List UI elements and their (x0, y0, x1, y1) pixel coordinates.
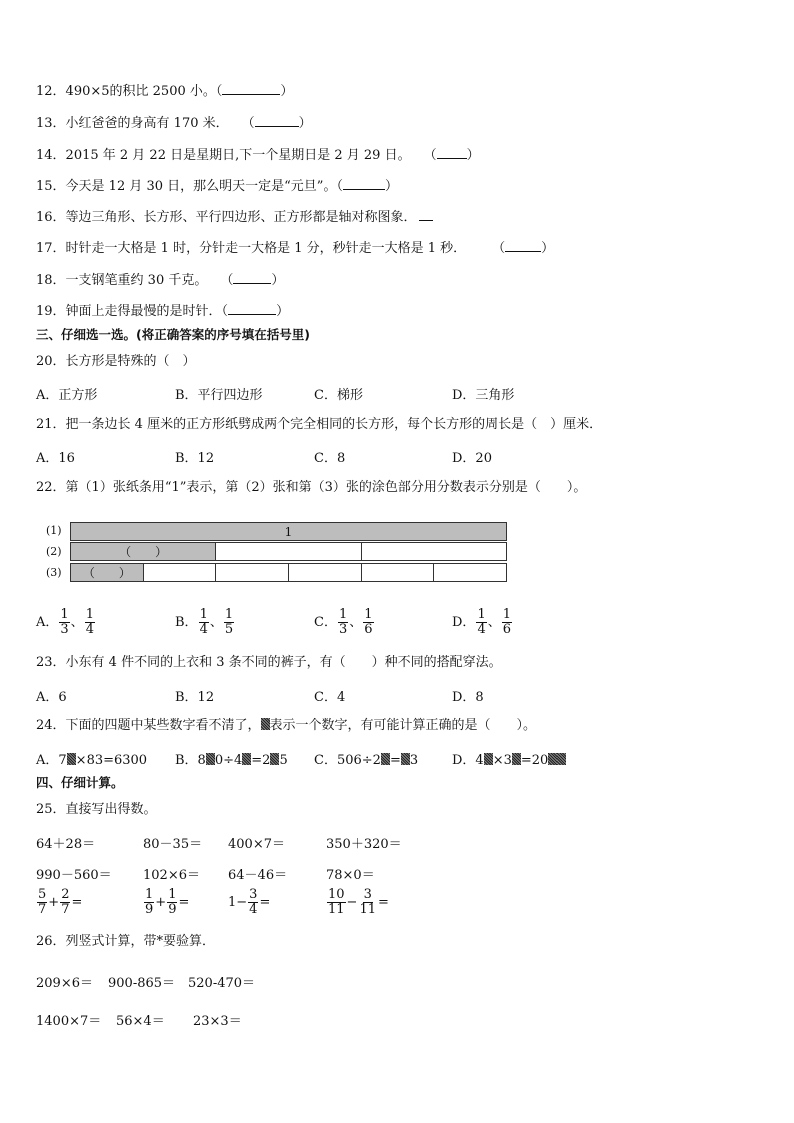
fraction: $\frac{1}{4}$ (85, 607, 94, 637)
question-20: 20．长方形是特殊的（ ） (36, 354, 196, 369)
calc-item: 102×6＝ (143, 868, 200, 883)
obscured-digit-icon (67, 753, 76, 765)
fraction-calc: $\frac{10}{11}$ − $\frac{3}{11}$ = (328, 887, 389, 917)
question-19: 19．钟面上走得最慢的是时针．（ ） (36, 304, 290, 319)
fraction: $\frac{1}{6}$ (364, 607, 373, 637)
fraction-calc: $\frac{1}{9}$ + $\frac{1}{9}$ = (145, 887, 190, 917)
option-c[interactable]: C．梯形 (314, 388, 363, 403)
fraction-calc: 1− $\frac{3}{4}$ = (228, 887, 271, 917)
answer-blank[interactable] (233, 271, 271, 284)
obscured-digit-icon (242, 753, 251, 765)
option-d[interactable]: D．20 (452, 451, 492, 466)
question-18: 18．一支钢笔重约 30 千克。 （ ） (36, 273, 285, 288)
calc-item: 1400×7＝ (36, 1014, 102, 1029)
obscured-digit-icon (381, 753, 390, 765)
option-b[interactable]: B．12 (175, 690, 215, 705)
calc-item: 990－560＝ (36, 868, 112, 883)
question-24: 24．下面的四题中某些数字看不清了， 表示一个数字，有可能计算正确的是（ ）。 (36, 718, 537, 733)
obscured-digit-icon (261, 718, 270, 730)
question-13: 13．小红爸爸的身高有 170 米． （ ） (36, 116, 312, 131)
strip-3-cell (288, 564, 361, 582)
answer-blank[interactable] (228, 302, 276, 315)
calc-item: 78×0＝ (326, 868, 375, 883)
option-d[interactable]: D． $\frac{1}{4}$ 、 $\frac{1}{6}$ (452, 607, 512, 637)
calc-item: 400×7＝ (228, 837, 285, 852)
question-26: 26．列竖式计算，带*要验算． (36, 934, 216, 949)
strip-label-2: (2) (46, 545, 62, 558)
calc-item: 900-865＝ (108, 976, 176, 991)
calc-item: 64＋28＝ (36, 837, 96, 852)
section-heading-3: 三、仔细选一选。(将正确答案的序号填在括号里) (36, 327, 310, 342)
option-b[interactable]: B．8 0÷4 =2 5 (175, 753, 288, 768)
strip-3-cell (216, 564, 289, 582)
strip-3-cell (143, 564, 216, 582)
calc-item: 80－35＝ (143, 837, 203, 852)
strip-label-1: (1) (46, 524, 62, 537)
strip-label-3: (3) (46, 566, 62, 579)
section-heading-4: 四、仔细计算。 (36, 775, 124, 790)
calc-item: 23×3＝ (193, 1014, 242, 1029)
strip-1-cell: 1 (71, 523, 507, 541)
strip-1 (70, 522, 507, 541)
strip-2-cell (216, 543, 361, 561)
option-a[interactable]: A． $\frac{1}{3}$ 、 $\frac{1}{4}$ (36, 607, 94, 637)
question-21: 21．把一条边长 4 厘米的正方形纸劈成两个完全相同的长方形，每个长方形的周长是（ ）厘米． (36, 417, 603, 432)
option-a[interactable]: A．6 (36, 690, 67, 705)
answer-blank[interactable] (222, 82, 280, 95)
option-a[interactable]: A．7 ×83=6300 (36, 753, 148, 768)
strip-2 (70, 542, 507, 561)
answer-blank[interactable] (343, 177, 385, 190)
option-b[interactable]: B． $\frac{1}{4}$ 、 $\frac{1}{5}$ (175, 607, 234, 637)
strip-3 (70, 563, 507, 582)
question-12: 12．490×5的积比 2500 小。（ ） (36, 84, 294, 99)
calc-item: 209×6＝ (36, 976, 93, 991)
calc-item: 520-470＝ (188, 976, 256, 991)
calc-item: 350＋320＝ (326, 837, 402, 852)
obscured-digit-icon (512, 753, 521, 765)
fraction: $\frac{1}{4}$ (477, 607, 486, 637)
fraction: $\frac{1}{6}$ (502, 607, 512, 637)
fraction: $\frac{1}{3}$ (338, 607, 348, 637)
answer-blank[interactable] (419, 208, 433, 221)
obscured-digit-icon (557, 753, 566, 765)
strip-2-shaded: （ ） (71, 543, 216, 561)
fraction-calc: $\frac{5}{7}$ + $\frac{2}{7}$ = (38, 887, 83, 917)
fraction: $\frac{1}{5}$ (224, 607, 234, 637)
obscured-digit-icon (484, 753, 493, 765)
option-b[interactable]: B．平行四边形 (175, 388, 263, 403)
question-22: 22．第（1）张纸条用“1”表示，第（2）张和第（3）张的涂色部分用分数表示分别是（ ）。 (36, 480, 587, 495)
option-c[interactable]: C．506÷2 = 3 (314, 753, 419, 768)
question-14: 14．2015 年 2 月 22 日是星期日,下一个星期日是 2 月 29 日。 （ ） (36, 148, 480, 163)
strip-2-cell (361, 543, 506, 561)
question-23: 23．小东有 4 件不同的上衣和 3 条不同的裤子，有（ ）种不同的搭配穿法。 (36, 655, 502, 670)
question-17: 17．时针走一大格是 1 时，分针走一大格是 1 分，秒针走一大格是 1 秒． （ ） (36, 241, 555, 256)
obscured-digit-icon (401, 753, 410, 765)
option-d[interactable]: D．8 (452, 690, 484, 705)
strip-3-cell (361, 564, 434, 582)
obscured-digit-icon (548, 753, 557, 765)
answer-blank[interactable] (255, 114, 299, 127)
calc-item: 56×4＝ (116, 1014, 165, 1029)
option-a[interactable]: A．16 (36, 451, 75, 466)
strip-3-shaded: （ ） (71, 564, 144, 582)
option-c[interactable]: C．8 (314, 451, 346, 466)
question-16: 16．等边三角形、长方形、平行四边形、正方形都是轴对称图象． (36, 208, 433, 227)
strip-3-cell (434, 564, 507, 582)
option-c[interactable]: C．4 (314, 690, 346, 705)
option-d[interactable]: D．三角形 (452, 388, 515, 403)
option-b[interactable]: B．12 (175, 451, 215, 466)
question-25: 25．直接写出得数。 (36, 802, 157, 817)
fraction: $\frac{1}{3}$ (60, 607, 69, 637)
fraction: $\frac{1}{4}$ (199, 607, 208, 637)
answer-blank[interactable] (437, 146, 467, 159)
calc-item: 64－46＝ (228, 868, 288, 883)
question-15: 15．今天是 12 月 30 日，那么明天一定是“元旦”。（ ） (36, 179, 398, 194)
obscured-digit-icon (206, 753, 215, 765)
option-d[interactable]: D．4 ×3 =20 (452, 749, 566, 768)
option-a[interactable]: A．正方形 (36, 388, 98, 403)
option-c[interactable]: C． $\frac{1}{3}$ 、 $\frac{1}{6}$ (314, 607, 373, 637)
answer-blank[interactable] (505, 239, 541, 252)
